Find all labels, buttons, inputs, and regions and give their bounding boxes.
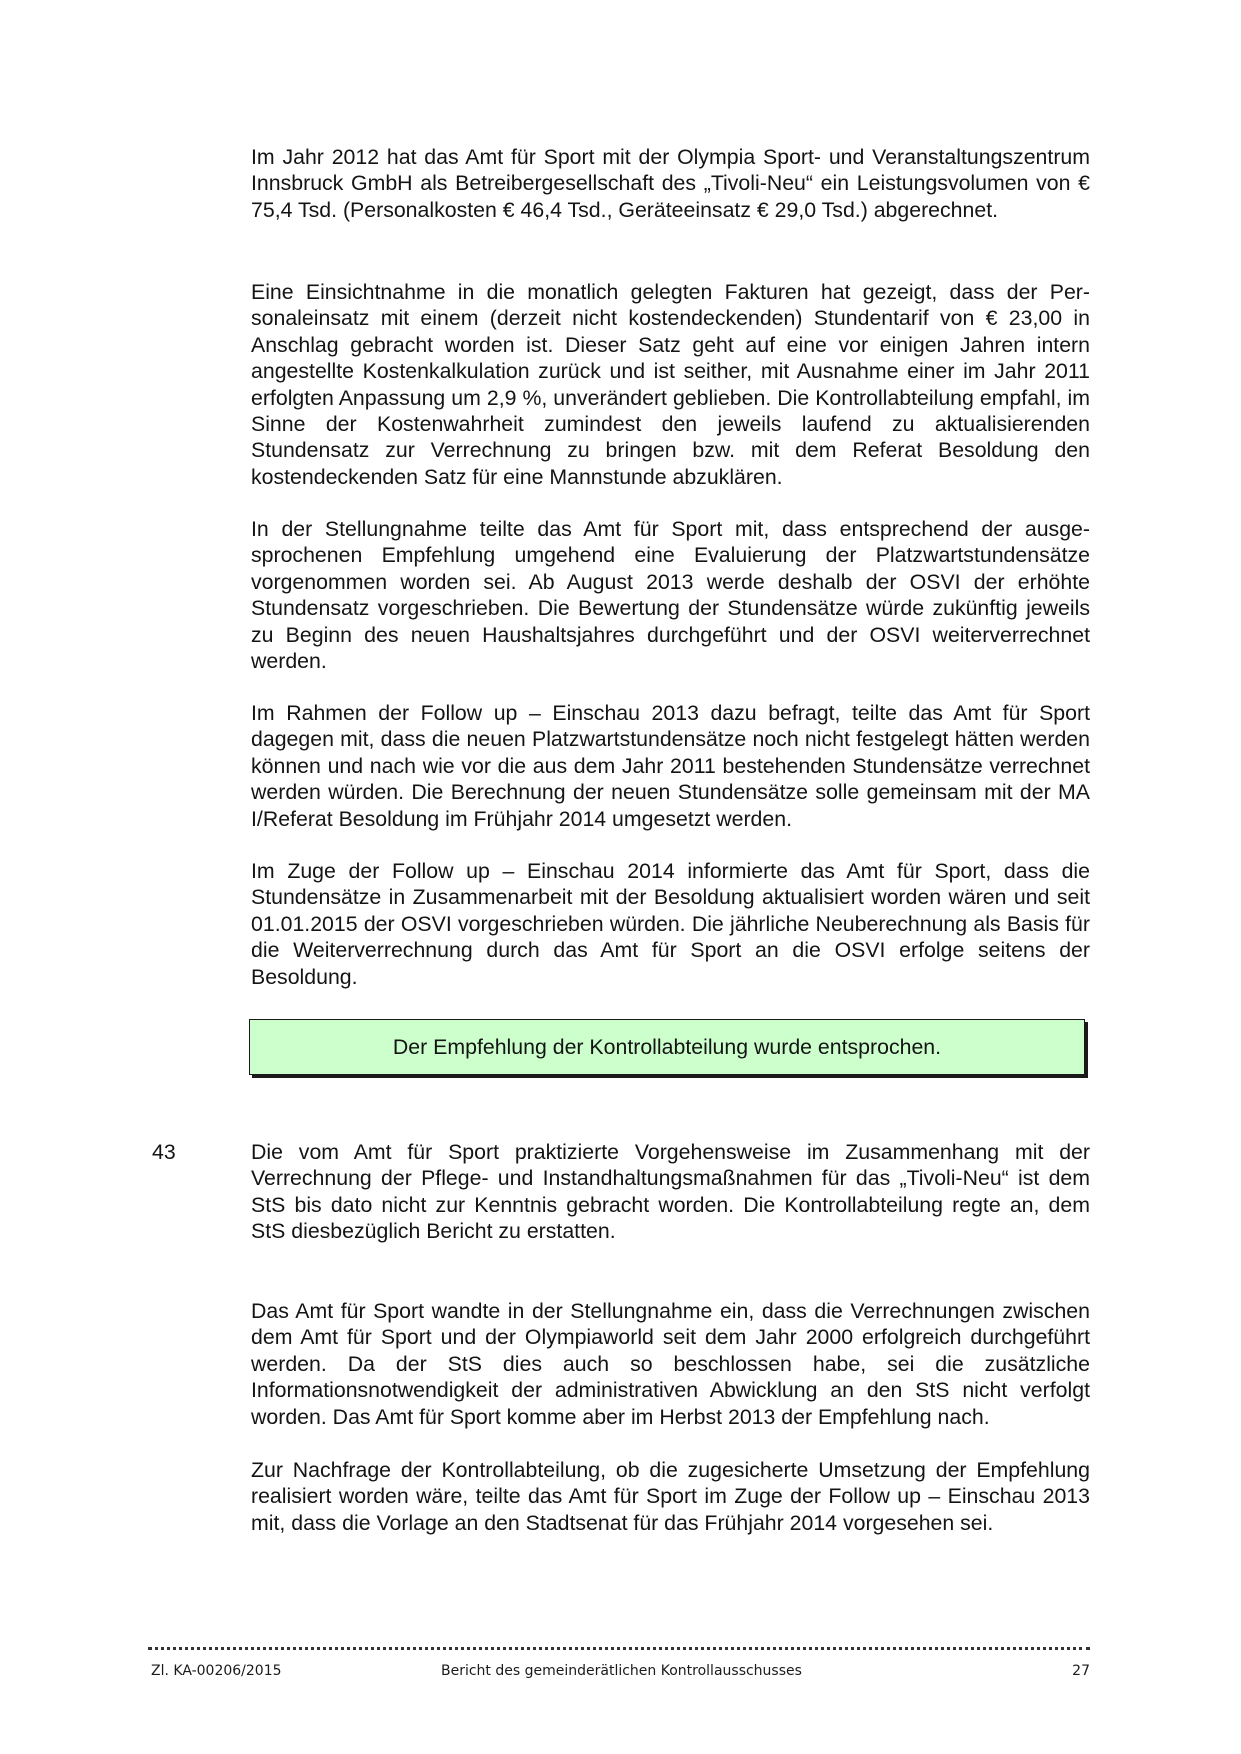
footer-page-number: 27: [1072, 1663, 1090, 1679]
paragraph-item-43-finding: Die vom Amt für Sport praktizierte Vorgehensweise im Zusammenhang mit der Verrechnung der Pflege- und Instandhaltungsmaßnahmen für das „Tivoli-Neu“ ist dem StS bis dato nicht zur Kenntnis gebracht worden. Die Kontrollabteilung regte an, dem StS diesbezüglich Bericht zu erstatten.: [251, 1140, 1090, 1244]
footer-report-title: Bericht des gemeinderätlichen Kontrollausschusses: [441, 1663, 802, 1679]
paragraph-item-43-statement: Das Amt für Sport wandte in der Stellungnahme ein, dass die Verrechnungen zwischen dem Amt für Sport und der Olympiaworld seit dem Jahr 2000 erfolgreich durchgeführt werden. Da der StS dies auch so beschlossen habe, sei die zusätzliche Informationsnotwendigkeit der administrativen Abwicklung an den StS nicht verfolgt worden. Das Amt für Sport komme aber im Herbst 2013 der Empfehlung nach.: [251, 1299, 1090, 1429]
paragraph-item-43-follow-up: Zur Nachfrage der Kontrollabteilung, ob die zugesicherte Umsetzung der Empfehlung realisiert worden wäre, teilte das Amt für Sport im Zuge der Follow up – Einschau 2013 mit, dass die Vorlage an den Stadtsenat für das Frühjahr 2014 vorgesehen sei.: [251, 1458, 1090, 1535]
paragraph-personnel-volume: Im Jahr 2012 hat das Amt für Sport mit der Olympia Sport- und Veranstaltungszentrum Innsbruck GmbH als Betreibergesellschaft des „Tivoli-Neu“ ein Leistungsvolumen von € 75,4 Tsd. (Personalkosten € 46,4 Tsd., Geräteeinsatz € 29,0 Tsd.) abgerechnet.: [251, 145, 1090, 222]
recommendation-status-box: [249, 1019, 1085, 1075]
paragraph-hourly-rate-finding: Eine Einsichtnahme in die monatlich gelegten Fakturen hat gezeigt, dass der Personaleinsatz mit einem (derzeit nicht kostendeckenden) Stundentarif von € 23,00 in Anschlag gebracht worden ist. Dieser Satz geht auf eine vor einigen Jahren intern angestellte Kostenkalkulation zurück und ist seither, mit Ausnahme einer im Jahr 2011 erfolgten Anpassung um 2,9 %, unverändert geblieben. Die Kontrollabteilung empfahl, im Sinne der Kostenwahrheit zumindest den jeweils laufend zu aktualisierenden Stundensatz zur Verrechnung zu bringen bzw. mit dem Referat Besoldung den kostendeckenden Satz für eine Mannstunde abzuklären.: [251, 280, 1090, 489]
recommendation-status-text: Der Empfehlung der Kontrollabteilung wurde entsprochen.: [392, 1035, 942, 1059]
footer-divider: [148, 1647, 1090, 1650]
paragraph-follow-up-2014: Im Zuge der Follow up – Einschau 2014 informierte das Amt für Sport, dass die Stundensätze in Zusammenarbeit mit der Besoldung aktualisiert worden wären und seit 01.01.2015 der OSVI vorgeschrieben würden. Die jährliche Neuberechnung als Basis für die Weiterverrechnung durch das Amt für Sport an die OSVI erfolge seitens der Besoldung.: [251, 859, 1090, 989]
paragraph-statement-response: In der Stellungnahme teilte das Amt für Sport mit, dass entsprechend der ausgesprochenen Empfehlung umgehend eine Evaluierung der Platzwartstundensätze vorgenommen worden sei. Ab August 2013 werde deshalb der OSVI der erhöhte Stundensatz vorgeschrieben. Die Bewertung der Stundensätze würde zukünftig jeweils zu Beginn des neuen Haushaltsjahres durchgeführt und der OSVI weiterverrechnet werden.: [251, 517, 1090, 674]
footer-reference: Zl. KA-00206/2015: [151, 1663, 282, 1679]
paragraph-follow-up-2013: Im Rahmen der Follow up – Einschau 2013 dazu befragt, teilte das Amt für Sport dagegen mit, dass die neuen Platzwartstundensätze noch nicht festgelegt hätten werden können und nach wie vor die aus dem Jahr 2011 bestehenden Stundensätze verrechnet werden würden. Die Berechnung der neuen Stundensätze solle gemeinsam mit der MA I/Referat Besoldung im Frühjahr 2014 umgesetzt werden.: [251, 701, 1090, 831]
item-number: 43: [152, 1140, 176, 1164]
